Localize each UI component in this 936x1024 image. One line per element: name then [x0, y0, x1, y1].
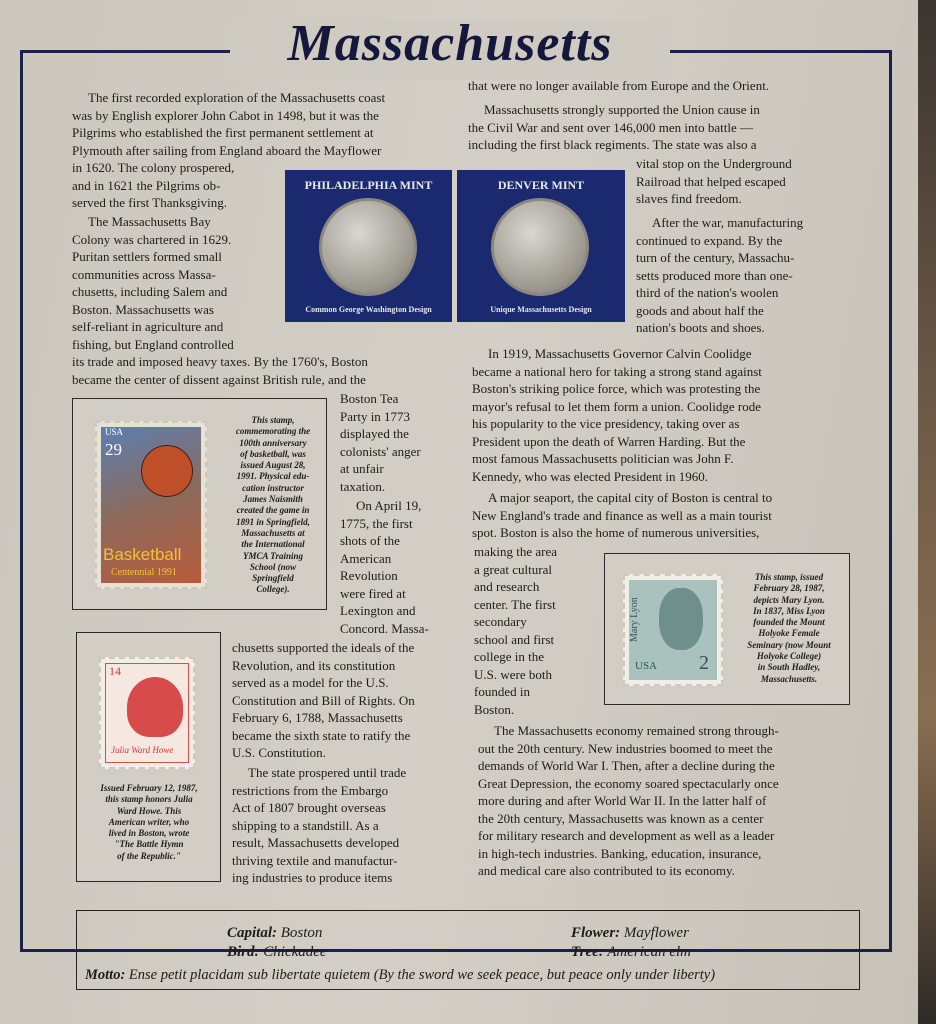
caption-line: depicts Mary Lyon. [753, 594, 825, 605]
text-line: American [340, 550, 392, 566]
motto-label: Motto: [85, 967, 126, 983]
text-line: self-reliant in agriculture and [72, 319, 224, 334]
caption-line: Seminary (now Mount [747, 639, 831, 650]
stamp-text: Basketball [103, 545, 182, 564]
stamp-caption [223, 415, 323, 596]
text-line: Boston. [474, 701, 515, 717]
caption-line: the International [241, 539, 305, 550]
caption-line: James Naismith [243, 494, 303, 505]
text-line: for military research and development as well as a leader [478, 828, 775, 843]
text-block [636, 155, 792, 208]
text-line: center. The first [474, 596, 556, 612]
caption-line: Massachusetts. [760, 673, 818, 684]
text-block [474, 543, 557, 718]
text-line: ing industries to produce items [232, 870, 393, 885]
text-line: Boston Tea [340, 391, 399, 406]
denver-mint-panel [457, 170, 625, 322]
howe-stamp [99, 657, 195, 769]
text-line: Puritan settlers formed small [72, 249, 222, 264]
caption-line: "The Battle Hymn [114, 839, 184, 850]
text-line: at unfair [340, 461, 384, 476]
text-line: result, Massachusetts developed [232, 835, 400, 850]
caption-line: cation instructor [242, 482, 304, 493]
text-block [472, 345, 762, 485]
text-line: in high-tech industries. Banking, education, insurance, [478, 845, 762, 861]
text-line: 1775, the first [340, 515, 413, 531]
text-line: became a national hero for taking a strong stand against [472, 363, 762, 379]
text-line: On April 19, [356, 498, 422, 513]
stamp-caption [81, 783, 217, 862]
text-line: Boston. Massachusetts was [72, 301, 214, 317]
capital-label: Capital: [227, 925, 278, 941]
lyon-stamp-box [604, 553, 850, 705]
state-facts-box [76, 910, 860, 990]
capital-fact [227, 925, 322, 942]
text-line: The Massachusetts economy remained strong through- [494, 723, 779, 738]
text-line: Concord. Massa- [340, 620, 429, 636]
page-title: Massachusetts [287, 15, 613, 72]
text-line: Plymouth after sailing from England aboard the Mayflower [72, 142, 382, 158]
portrait-icon [659, 588, 703, 650]
caption-line: School (now [249, 561, 297, 572]
mint-label: PHILADELPHIA MINT [304, 178, 433, 192]
text-line: chusetts, including Salem and [72, 284, 228, 299]
text-line: his popularity to the vice presidency, taking over as [472, 416, 740, 431]
text-line: Lexington and [340, 603, 416, 618]
text-line: Party in 1773 [340, 408, 411, 424]
text-block [472, 489, 772, 542]
philadelphia-mint-panel [285, 170, 452, 322]
bird-label: Bird: [227, 944, 260, 960]
background-edge [918, 0, 936, 1024]
text-line: thriving textile and manufactur- [232, 852, 398, 868]
text-line: setts produced more than one- [636, 267, 793, 283]
basketball-icon [141, 445, 193, 497]
text-line: in 1620. The colony prospered, [72, 160, 235, 175]
caption-line: College). [256, 584, 290, 595]
text-line: was by English explorer John Cabot in 1498, but it was the [72, 107, 379, 123]
text-line: Great Depression, the economy soared spectacularly once [478, 775, 779, 791]
text-line: were fired at [340, 585, 406, 601]
text-line: restrictions from the Embargo [232, 782, 389, 798]
flower-label: Flower: [571, 925, 621, 941]
text-block [340, 497, 429, 637]
tree-label: Tree: [571, 944, 604, 960]
text-line: a great cultural [474, 561, 552, 577]
capital-value: Boston [280, 925, 323, 941]
stamp-value: 14 [109, 664, 121, 678]
text-line: Colony was chartered in 1629. [72, 231, 232, 247]
massachusetts-quarter-coin [491, 198, 589, 296]
text-line: served the first Thanksgiving. [72, 195, 228, 210]
mint-label: DENVER MINT [497, 178, 585, 192]
text-line: its trade and imposed heavy taxes. By the 1760's, Boston [72, 354, 368, 369]
mint-caption: Unique Massachusetts Design [490, 305, 592, 314]
text-line: communities across Massa- [72, 266, 216, 282]
text-block [468, 77, 769, 95]
motto-fact [85, 967, 715, 984]
text-line: Boston's striking police force, which was protesting the [472, 381, 761, 396]
text-line: shots of the [340, 533, 400, 548]
caption-line: Holyoke Female [758, 628, 820, 639]
text-line: shipping to a standstill. As a [232, 817, 379, 833]
text-line: demands of World War I. Then, after a decline during the [478, 758, 775, 773]
stamp-text: Mary Lyon [629, 597, 640, 642]
stamp-country: USA [635, 660, 658, 672]
howe-stamp-box [76, 632, 221, 882]
text-line: Act of 1807 brought overseas [232, 800, 386, 815]
caption-line: 1891 in Springfield, [236, 516, 310, 527]
text-line: continued to expand. By the [636, 232, 783, 248]
text-line: taxation. [340, 478, 386, 494]
stamp-caption [733, 572, 845, 685]
caption-line: created the game in [236, 505, 310, 516]
text-line: turn of the century, Massachu- [636, 250, 795, 265]
flower-value: Mayflower [623, 925, 689, 941]
text-line: college in the [474, 649, 545, 664]
caption-line: Ward Howe. This [116, 805, 182, 816]
text-line: out the 20th century. New industries boomed to meet the [478, 740, 773, 756]
text-line: The Massachusetts Bay [88, 214, 211, 229]
mint-caption: Common George Washington Design [305, 305, 432, 314]
text-line: chusetts supported the ideals of the [232, 640, 415, 655]
text-line: President upon the death of Warren Harding. But the [472, 433, 746, 449]
text-line: became the center of dissent against British rule, and the [72, 371, 366, 387]
text-line: goods and about half the [636, 302, 764, 318]
stamp-text: Julia Ward Howe [111, 745, 174, 755]
text-line: secondary [474, 614, 527, 629]
text-line: Massachusetts strongly supported the Union cause in [484, 102, 760, 117]
text-line: third of the nation's woolen [636, 285, 779, 300]
caption-line: Springfield [252, 573, 294, 584]
caption-line: YMCA Training [243, 550, 303, 561]
text-line: fishing, but England controlled [72, 336, 234, 352]
caption-line: of the Republic." [117, 850, 181, 861]
caption-line: lived in Boston, wrote [108, 828, 190, 839]
caption-line: issued August 28, [240, 460, 306, 471]
text-line: slaves find freedom. [636, 191, 742, 206]
text-line: February 6, 1788, Massachusetts [232, 710, 403, 725]
text-block [232, 764, 406, 887]
caption-line: in South Hadley, [757, 662, 821, 673]
text-line: vital stop on the Underground [636, 156, 792, 171]
text-line: nation's boots and shoes. [636, 320, 765, 335]
text-line: making the area [474, 544, 558, 559]
text-line: founded in [474, 684, 530, 699]
text-block [636, 214, 803, 337]
caption-line: 1991. Physical edu- [236, 471, 310, 482]
caption-line: American writer, who [108, 816, 190, 827]
text-line: displayed the [340, 426, 409, 441]
text-line: served as a model for the U.S. [232, 675, 389, 690]
text-line: colonists' anger [340, 443, 421, 459]
caption-line: In 1837, Miss Lyon [753, 605, 825, 616]
text-line: Constitution and Bill of Rights. On [232, 692, 415, 708]
text-line: U.S. Constitution. [232, 745, 326, 760]
motto-value: Ense petit placidam sub libertate quietem (By the sword we seek peace, but peace only under liberty) [128, 967, 716, 983]
text-line: Revolution, and its constitution [232, 657, 396, 673]
text-line: and in 1621 the Pilgrims ob- [72, 177, 221, 193]
caption-line: This stamp, issued [754, 572, 824, 582]
caption-line: this stamp honors Julia [105, 794, 193, 805]
caption-line: Massachusetts at [241, 527, 305, 538]
text-block [478, 722, 779, 880]
text-line: the 20th century, Massachusetts was known as a center [478, 810, 764, 826]
caption-line: Holyoke College) [756, 651, 822, 662]
text-line: more during and after World War II. In the latter half of [478, 793, 767, 808]
text-line: most famous Massachusetts politician was John F. [472, 451, 734, 466]
text-line: A major seaport, the capital city of Boston is central to [488, 490, 773, 505]
caption-line: 100th anniversary [239, 437, 307, 448]
text-line: Pilgrims who established the first permanent settlement at [72, 125, 374, 140]
portrait-icon [127, 677, 183, 737]
caption-line: This stamp, [251, 415, 295, 425]
text-line: became the sixth state to ratify the [232, 727, 411, 743]
text-line: New England's trade and finance as well as a main tourist [472, 507, 772, 523]
stamp-country: USA [105, 427, 124, 437]
text-block [468, 101, 760, 154]
stamp-value: 2 [699, 652, 709, 674]
text-block [232, 639, 415, 762]
bird-fact [227, 944, 327, 961]
lyon-stamp [623, 574, 723, 686]
basketball-stamp-box [72, 398, 327, 610]
text-line: including the first black regiments. The state was also a [468, 137, 757, 152]
text-line: U.S. were both [474, 666, 552, 682]
washington-quarter-coin [319, 198, 417, 296]
text-line: school and first [474, 631, 555, 647]
basketball-stamp [95, 421, 207, 589]
caption-line: Issued February 12, 1987, [100, 783, 198, 793]
text-line: The first recorded exploration of the Massachusetts coast [88, 90, 386, 105]
text-line: mayor's refusal to let them form a union. Coolidge rode [472, 398, 761, 414]
bird-value: Chickadee [263, 944, 327, 960]
text-line: The state prospered until trade [248, 765, 407, 780]
caption-line: of basketball, was [240, 448, 306, 459]
flower-fact [571, 925, 689, 942]
text-line: Kennedy, who was elected President in 1960. [472, 468, 708, 484]
text-line: Railroad that helped escaped [636, 173, 786, 189]
text-line: the Civil War and sent over 146,000 men into battle — [468, 119, 754, 135]
caption-line: commemorating the [235, 426, 311, 437]
caption-line: founded the Mount [753, 617, 825, 628]
caption-line: February 28, 1987, [753, 583, 825, 594]
tree-fact [571, 944, 691, 961]
text-line: and medical care also contributed to its economy. [478, 863, 735, 878]
tree-value: American elm [607, 944, 691, 960]
text-line: that were no longer available from Europe and the Orient. [468, 78, 770, 93]
text-block [340, 390, 421, 495]
text-line: After the war, manufacturing [652, 215, 804, 230]
stamp-subtext: Centennial 1991 [111, 567, 177, 578]
text-line: spot. Boston is also the home of numerous universities, [472, 525, 760, 540]
text-line: In 1919, Massachusetts Governor Calvin Coolidge [488, 346, 752, 361]
text-line: and research [474, 579, 540, 594]
text-line: Revolution [340, 568, 398, 583]
stamp-value: 29 [105, 440, 122, 459]
